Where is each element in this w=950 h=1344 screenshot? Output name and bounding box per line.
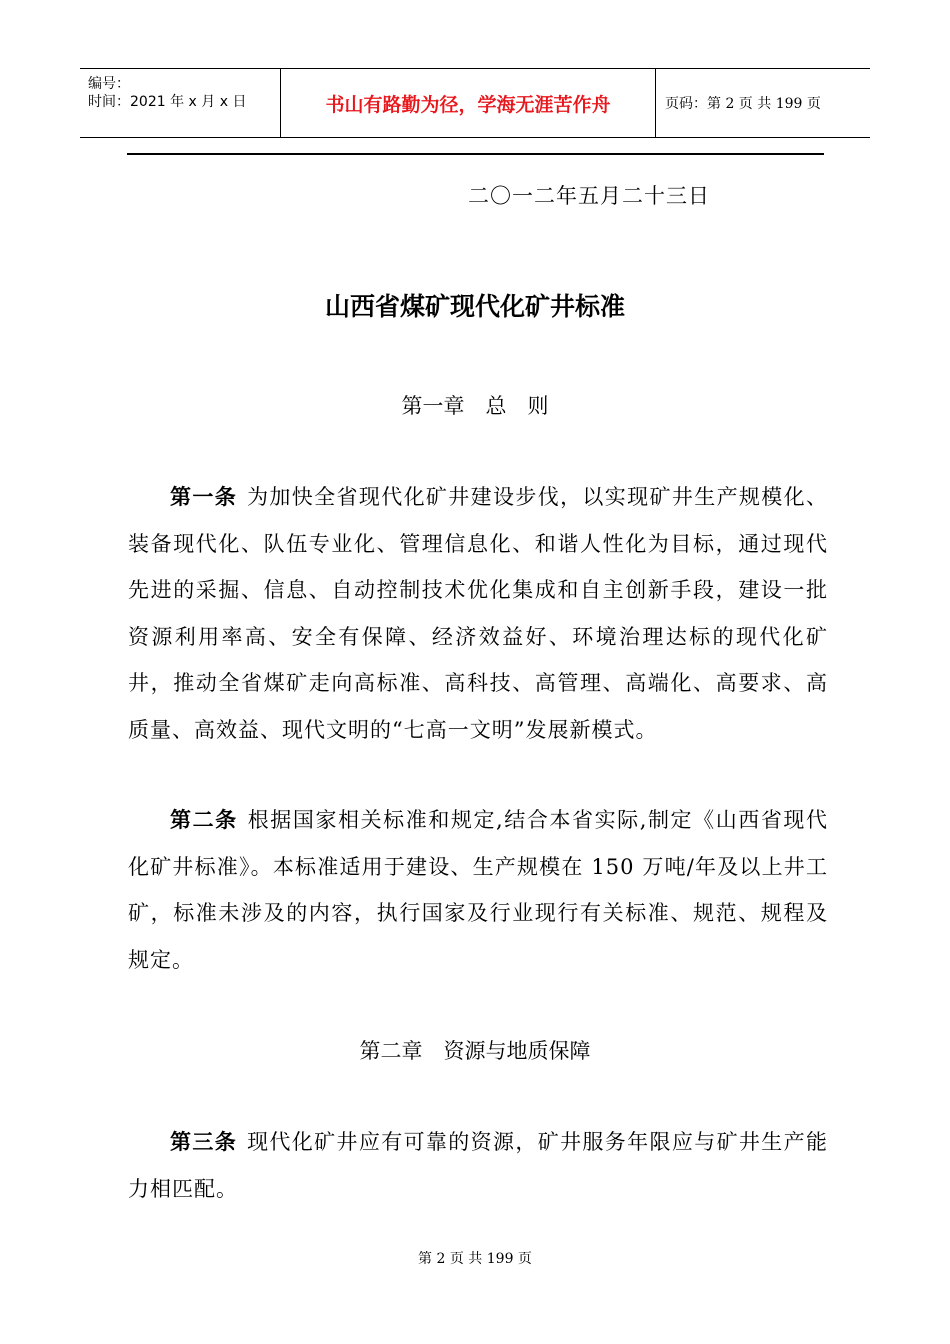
article-paragraph (128, 1119, 828, 1212)
page-footer: 第 2 页 共 199 页 (418, 1251, 532, 1267)
time-label: 时间：2021 年 x 月 x 日 (88, 94, 247, 110)
chapter-heading: 第二章 资源与地质保障 (359, 1039, 591, 1063)
article-paragraph (128, 797, 828, 983)
document-date: 二〇一二年五月二十三日 (468, 184, 710, 208)
header-meta (80, 69, 280, 137)
header-table (80, 68, 870, 138)
header-motto: 书山有路勤为径，学海无涯苦作舟 (325, 93, 611, 116)
article-paragraph (128, 474, 828, 753)
header-page-label: 页码：第 2 页 共 199 页 (665, 96, 821, 112)
article-text: 根据国家相关标准和规定,结合本省实际,制定《山西省现代化矿井标准》。本标准适用于建设、生产规模在 150 万吨/年及以上井工矿，标准未涉及的内容，执行国家及行业现行有关标准、规范、规程及规定。 (128, 808, 829, 972)
document-title: 山西省煤矿现代化矿井标准 (324, 292, 625, 321)
article-label: 第一条 (170, 485, 238, 509)
chapter-heading: 第一章 总 则 (401, 394, 549, 418)
header-rule (127, 153, 824, 155)
number-label: 编号： (88, 76, 130, 92)
header-divider (655, 69, 656, 137)
article-label: 第二条 (170, 808, 238, 832)
article-text: 现代化矿井应有可靠的资源，矿井服务年限应与矿井生产能力相匹配。 (128, 1130, 829, 1201)
article-text: 为加快全省现代化矿井建设步伐，以实现矿井生产规模化、装备现代化、队伍专业化、管理信息化、和谐人性化为目标，通过现代先进的采掘、信息、自动控制技术优化集成和自主创新手段，建设一批资源利用率高、安全有保障、经济效益好、环境治理达标的现代化矿井，推动全省煤矿走向高标准、高科技、高管理、高端化、高要求、高质量、高效益、现代文明的“七高一文明”发展新模式。 (128, 485, 829, 742)
article-label: 第三条 (170, 1130, 238, 1154)
